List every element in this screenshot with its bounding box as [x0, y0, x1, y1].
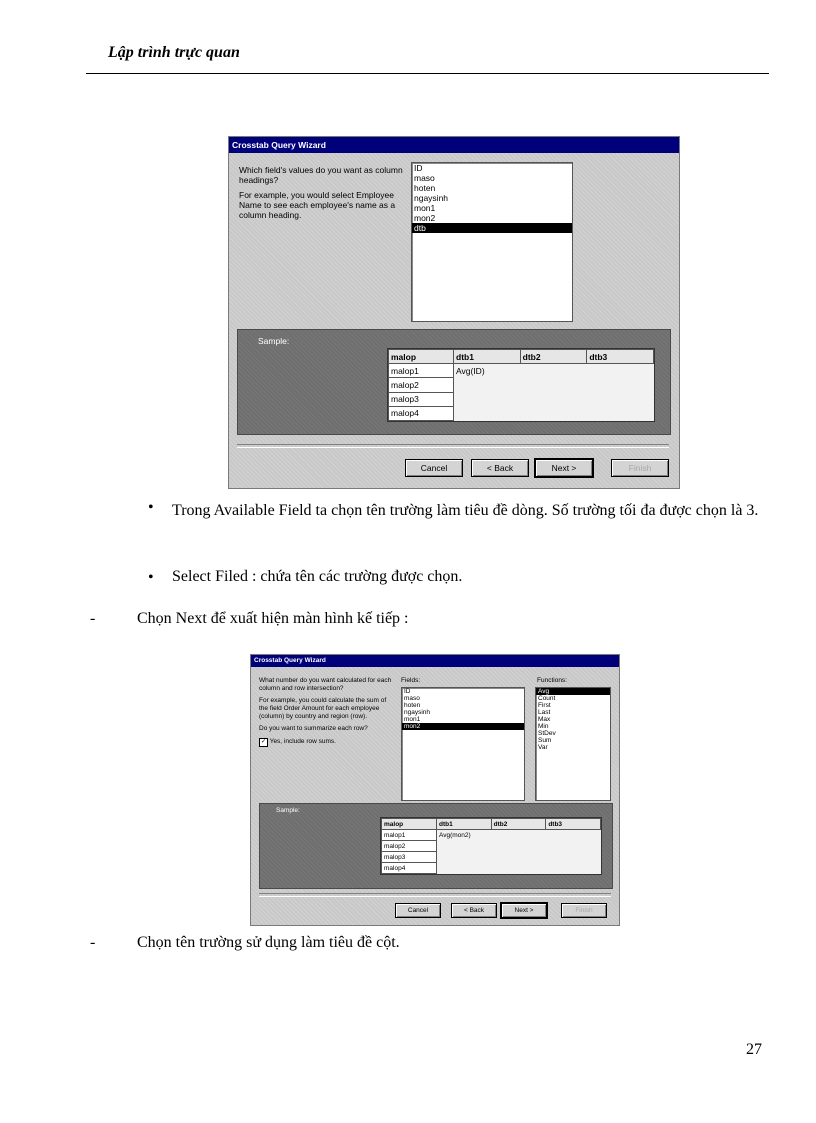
dash-marker: - [90, 934, 96, 951]
wizard-2-sample-grid [380, 817, 602, 875]
wizard-2-example: For example, you could calculate the sum of the field Order Amount for each employee (column) by country and region (row). [259, 697, 387, 720]
field-item-selected[interactable]: dtb [412, 223, 572, 233]
function-item[interactable]: Min [538, 723, 549, 730]
crosstab-wizard-2 [250, 654, 620, 926]
function-item[interactable]: Count [538, 695, 556, 702]
bullet-dot: • [148, 499, 154, 516]
sample-header: dtb2 [520, 350, 587, 364]
sample-header: dtb3 [587, 350, 654, 364]
field-item[interactable]: ID [414, 163, 423, 173]
crosstab-wizard-1 [228, 136, 680, 489]
function-item-selected[interactable]: Avg [536, 688, 610, 695]
sample-value: Avg(mon2) [437, 830, 601, 841]
field-item[interactable]: mon1 [414, 203, 436, 213]
functions-label: Functions: [537, 677, 567, 684]
dash-marker: - [90, 610, 96, 627]
finish-button[interactable]: Finish [611, 459, 669, 477]
sample-row-heading: malop2 [389, 378, 454, 392]
sample-header: dtb1 [437, 819, 492, 830]
field-item[interactable]: maso [414, 173, 435, 183]
sample-header: dtb3 [546, 819, 601, 830]
function-item[interactable]: First [538, 702, 551, 709]
cancel-button[interactable]: Cancel [395, 903, 441, 918]
function-item[interactable]: StDev [538, 730, 556, 737]
wizard-2-summarize-question: Do you want to summarize each row? [259, 725, 368, 733]
sample-row-heading: malop2 [382, 841, 437, 852]
fields-label: Fields: [401, 677, 421, 684]
sample-header: malop [389, 350, 454, 364]
sample-row-heading: malop3 [382, 852, 437, 863]
sample-row-heading: malop1 [389, 364, 454, 378]
sample-row-heading: malop4 [389, 406, 454, 420]
wizard-2-sample-label: Sample: [276, 807, 300, 814]
header-rule [86, 73, 769, 74]
field-item[interactable]: ID [404, 688, 411, 695]
field-item[interactable]: hoten [404, 702, 421, 709]
next-button[interactable]: Next > [535, 459, 593, 477]
back-button[interactable]: < Back [471, 459, 529, 477]
sample-value: Avg(ID) [454, 364, 654, 378]
bullet-dot: • [148, 569, 154, 586]
field-item[interactable]: mon2 [414, 213, 436, 223]
sample-row-heading: malop1 [382, 830, 437, 841]
function-item[interactable]: Last [538, 709, 551, 716]
field-item-selected[interactable]: mon2 [402, 723, 524, 730]
cancel-button[interactable]: Cancel [405, 459, 463, 477]
sample-row-heading: malop3 [389, 392, 454, 406]
wizard-1-sample-label: Sample: [258, 336, 290, 346]
bullet-text: Select Filed : chứa tên các trường được chọn. [172, 568, 463, 585]
back-button[interactable]: < Back [451, 903, 497, 918]
field-item[interactable]: hoten [414, 183, 436, 193]
function-item[interactable]: Sum [538, 737, 552, 744]
next-button[interactable]: Next > [501, 903, 547, 918]
wizard-1-sample-panel [237, 329, 671, 435]
wizard-1-sample-grid [387, 348, 655, 422]
sample-header: dtb2 [491, 819, 546, 830]
running-header: Lập trình trực quan [108, 44, 240, 61]
wizard-2-titlebar: Crosstab Query Wizard [251, 655, 619, 667]
finish-button[interactable]: Finish [561, 903, 607, 918]
checkbox-icon[interactable]: ✓ [260, 738, 267, 745]
wizard-2-field-list[interactable] [401, 687, 525, 801]
field-item[interactable]: maso [404, 695, 420, 702]
wizard-2-sample-panel [259, 803, 613, 889]
wizard-2-separator [259, 893, 611, 897]
bullet-text: Trong Available Field ta chọn tên trường làm tiêu đề dòng. Số trường tối đa được chọn là 3. [172, 502, 759, 519]
wizard-1-field-list[interactable] [411, 162, 573, 322]
sample-header: dtb1 [454, 350, 521, 364]
wizard-1-question: Which field's values do you want as column headings? [239, 165, 403, 186]
wizard-2-question: What number do you want calculated for each column and row intersection? [259, 677, 392, 692]
sample-row-heading: malop4 [382, 863, 437, 874]
wizard-2-function-list[interactable] [535, 687, 611, 801]
page-number: 27 [746, 1041, 762, 1058]
instruction-text: Chọn tên trường sử dụng làm tiêu đề cột. [137, 934, 400, 951]
row-sums-checkbox-row[interactable] [259, 738, 395, 747]
field-item[interactable]: mon1 [404, 716, 421, 723]
wizard-1-separator [237, 444, 669, 448]
wizard-1-titlebar: Crosstab Query Wizard [229, 137, 679, 153]
instruction-text: Chọn Next để xuất hiện màn hình kế tiếp : [137, 610, 409, 627]
wizard-1-example: For example, you would select Employee Name to see each employee's name as a column heading. [239, 190, 396, 221]
function-item[interactable]: Var [538, 744, 548, 751]
field-item[interactable]: ngaysinh [404, 709, 431, 716]
field-item[interactable]: ngaysinh [414, 193, 449, 203]
checkbox-label: Yes, include row sums. [269, 737, 336, 745]
function-item[interactable]: Max [538, 716, 551, 723]
sample-header: malop [382, 819, 437, 830]
